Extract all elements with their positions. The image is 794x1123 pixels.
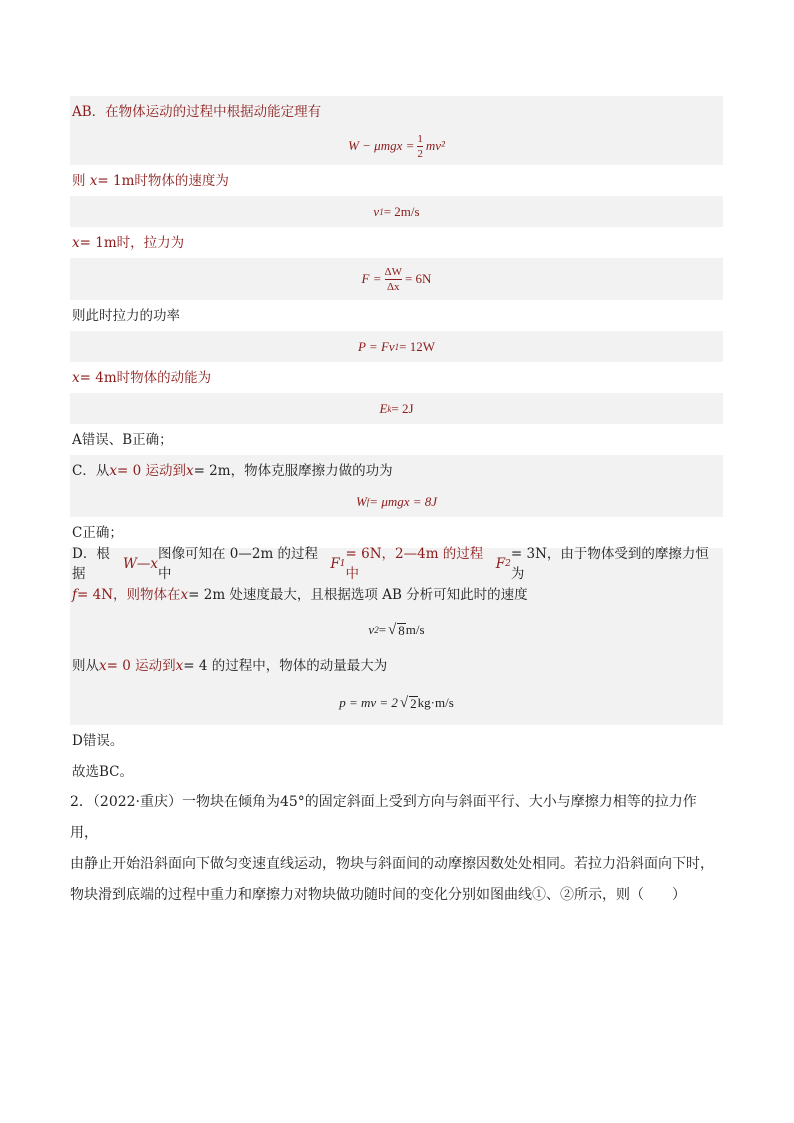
line-text: = 4 的过程中，物体的动量最大为: [183, 657, 388, 674]
var-w: W: [122, 555, 137, 572]
line-text: C．从: [72, 462, 110, 479]
eq-right: = 6N: [404, 271, 432, 286]
eq-rest: = 2m/s: [383, 203, 420, 219]
var-x: x: [109, 462, 117, 479]
sqrt-icon: √: [388, 622, 397, 638]
equation-kinetic-energy: [70, 127, 723, 165]
equation-momentum: [70, 681, 723, 725]
eq-rest: = μmgx = 8J: [369, 493, 438, 509]
line-text: = 6N，2—4m 的过程中: [345, 545, 484, 582]
eq-left: W − μmgx =: [348, 138, 415, 153]
equation-force: [70, 258, 723, 300]
line-text: 则此时拉力的功率: [72, 307, 180, 324]
text-line-d2: [70, 579, 723, 610]
eq-var: v: [368, 622, 375, 637]
text-line-d-result: [70, 725, 723, 756]
eq-sub: 2: [374, 625, 379, 635]
line-text: = 3N，由于物体受到的摩擦力恒为: [510, 545, 709, 582]
var-x: x: [99, 657, 107, 674]
eq-radicand: 2: [410, 695, 417, 711]
equation-power: [70, 331, 723, 362]
equation-ek: [70, 393, 723, 424]
line-text: = 4m时物体的动能为: [79, 369, 212, 386]
line-text: D错误。: [72, 732, 124, 749]
line-text: A错误、B正确；: [72, 431, 173, 448]
dash: —: [136, 555, 151, 572]
line-text: AB．在物体运动的过程中根据动能定理有: [72, 103, 322, 120]
line-text: = 1m时物体的速度为: [97, 172, 229, 189]
question-line: 物块滑到底端的过程中重力和摩擦力对物块做功随时间的变化分别如图曲线①、②所示，则（ ）: [70, 887, 686, 903]
solution-block: [70, 96, 723, 911]
eq-fraction: [417, 133, 423, 160]
sub: 2: [505, 558, 511, 569]
var-x: x: [180, 586, 189, 603]
line-text: = 2m 处速度最大，且根据选项 AB 分析可知此时的速度: [188, 586, 528, 603]
line-text: 图像可知在 0—2m 的过程中: [158, 545, 319, 582]
eq-radicand: 8: [398, 622, 405, 638]
question-line: 2．（2022·重庆）一物块在倾角为45°的固定斜面上受到方向与斜面平行、大小与摩擦力相等的拉力作用，: [70, 794, 697, 841]
var-x: x: [175, 657, 184, 674]
eq-right: mv²: [425, 138, 445, 153]
eq-left: F =: [361, 271, 382, 286]
text-line-c: [70, 455, 723, 486]
eq-sub: 1: [379, 206, 384, 217]
text-line-answer: [70, 756, 723, 787]
text-line-power: [70, 300, 723, 331]
eq-var: v: [373, 203, 380, 219]
question-2: [70, 787, 723, 911]
eq-unit: m/s: [405, 622, 425, 637]
var-f2: F: [495, 555, 506, 572]
eq-rest: = 12W: [399, 338, 436, 354]
text-line-kinetic: [70, 362, 723, 393]
var-x: x: [150, 555, 158, 572]
question-line: 由静止开始沿斜面向下做匀变速直线运动，物块与斜面间的动摩擦因数处处相同。若拉力沿斜面向下时，: [70, 856, 714, 872]
eq-denominator: 2: [417, 147, 423, 160]
equation-v2: [70, 610, 723, 650]
line-text: 则从: [72, 657, 99, 674]
eq-sub: k: [387, 403, 392, 414]
eq-numerator: 1: [417, 132, 423, 145]
eq-var: W: [355, 493, 367, 509]
line-text: C正确；: [72, 524, 123, 541]
eq-rest: = 2J: [391, 400, 414, 416]
eq-numerator: ΔW: [384, 265, 402, 278]
text-line-velocity: [70, 165, 723, 196]
line-text: = 0 运动到: [106, 657, 176, 674]
var-x: x: [72, 369, 80, 386]
text-line-d: [70, 545, 723, 582]
eq-sub: f: [366, 496, 370, 507]
sqrt-icon: √: [399, 695, 409, 711]
eq-left: P = Fv: [357, 338, 395, 354]
text-line-ab: [70, 96, 723, 127]
var-f: f: [72, 586, 77, 603]
var-x: x: [72, 234, 80, 251]
line-text: D．根据: [72, 545, 110, 582]
eq-sub: 1: [394, 341, 400, 352]
line-text: 则: [72, 172, 86, 189]
sub: 1: [339, 558, 346, 569]
line-text: = 2m，物体克服摩擦力做的功为: [193, 462, 393, 479]
eq-fraction: [385, 266, 402, 293]
equation-v1: [70, 196, 723, 227]
line-text: = 1m时，拉力为: [79, 234, 185, 251]
text-line-ab-result: [70, 424, 723, 455]
eq-left: p = mv = 2: [339, 695, 398, 710]
eq-equals: =: [378, 622, 387, 637]
equation-wf: [70, 486, 723, 517]
var-x: x: [89, 172, 98, 189]
text-line-force: [70, 227, 723, 258]
line-text: = 0 运动到: [116, 462, 186, 479]
var-f1: F: [330, 555, 340, 572]
text-line-momentum: [70, 650, 723, 681]
eq-unit: kg·m/s: [417, 695, 454, 710]
line-text: 故选BC。: [72, 763, 134, 780]
line-text: = 4N，则物体在: [77, 586, 181, 603]
var-x: x: [185, 462, 194, 479]
eq-denominator: Δx: [386, 280, 400, 293]
eq-var: E: [379, 400, 388, 416]
